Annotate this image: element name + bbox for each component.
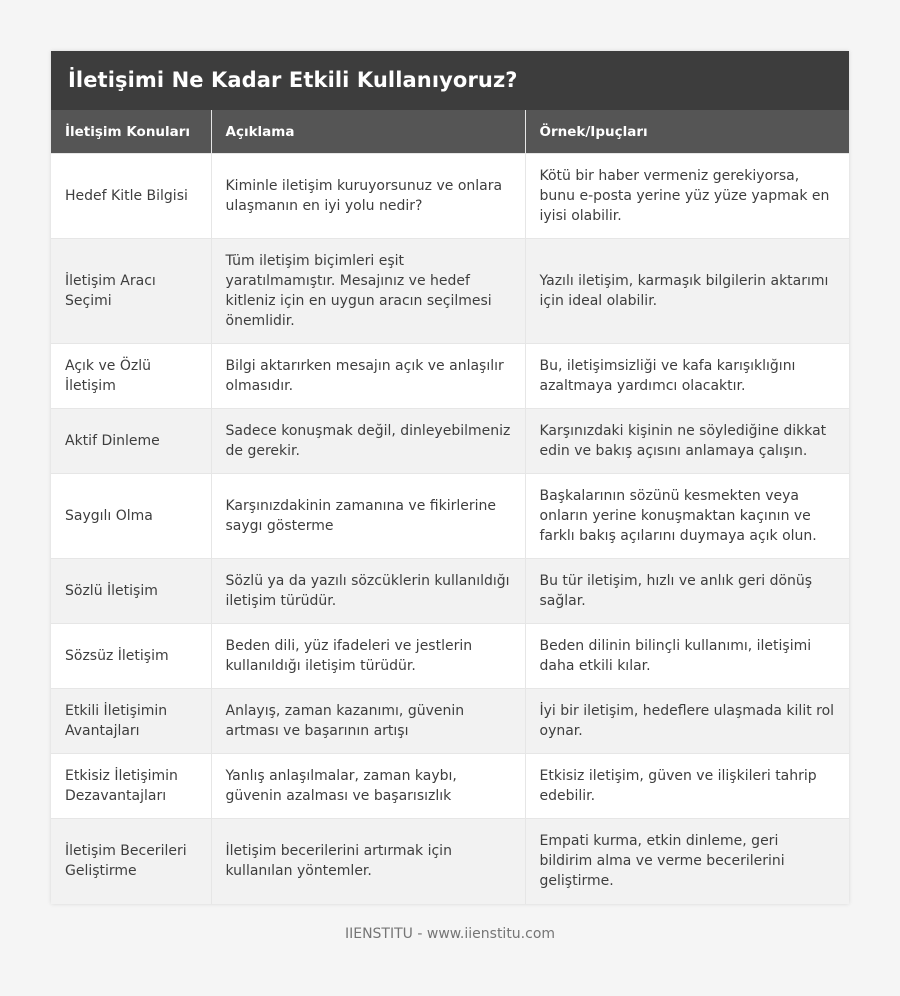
table-row bbox=[51, 409, 849, 474]
cell-topic: İletişim Aracı Seçimi bbox=[51, 239, 211, 344]
cell-description: Karşınızdakinin zamanına ve fikirlerine saygı gösterme bbox=[211, 474, 525, 559]
column-header-tips: Örnek/Ipuçları bbox=[525, 110, 849, 154]
table-row bbox=[51, 624, 849, 689]
cell-topic: Etkisiz İletişimin Dezavantajları bbox=[51, 754, 211, 819]
column-header-description: Açıklama bbox=[211, 110, 525, 154]
cell-topic: Aktif Dinleme bbox=[51, 409, 211, 474]
table-row bbox=[51, 344, 849, 409]
cell-description: Beden dili, yüz ifadeleri ve jestlerin kullanıldığı iletişim türüdür. bbox=[211, 624, 525, 689]
cell-description: Bilgi aktarırken mesajın açık ve anlaşılır olmasıdır. bbox=[211, 344, 525, 409]
cell-tips: Beden dilinin bilinçli kullanımı, iletişimi daha etkili kılar. bbox=[525, 624, 849, 689]
table-row bbox=[51, 754, 849, 819]
cell-description: Kiminle iletişim kuruyorsunuz ve onlara ulaşmanın en iyi yolu nedir? bbox=[211, 154, 525, 239]
cell-tips: Karşınızdaki kişinin ne söylediğine dikkat edin ve bakış açısını anlamaya çalışın. bbox=[525, 409, 849, 474]
cell-tips: Yazılı iletişim, karmaşık bilgilerin aktarımı için ideal olabilir. bbox=[525, 239, 849, 344]
cell-topic: Açık ve Özlü İletişim bbox=[51, 344, 211, 409]
table-header-row bbox=[51, 110, 849, 154]
cell-tips: Bu tür iletişim, hızlı ve anlık geri dönüş sağlar. bbox=[525, 559, 849, 624]
table-row bbox=[51, 154, 849, 239]
table-row bbox=[51, 474, 849, 559]
cell-tips: Bu, iletişimsizliği ve kafa karışıklığını azaltmaya yardımcı olacaktır. bbox=[525, 344, 849, 409]
content-card bbox=[51, 51, 849, 904]
table-row bbox=[51, 689, 849, 754]
column-header-topic: İletişim Konuları bbox=[51, 110, 211, 154]
table-row bbox=[51, 239, 849, 344]
cell-topic: Sözsüz İletişim bbox=[51, 624, 211, 689]
cell-tips: Empati kurma, etkin dinleme, geri bildirim alma ve verme becerilerini geliştirme. bbox=[525, 819, 849, 904]
table-row bbox=[51, 559, 849, 624]
cell-description: Sadece konuşmak değil, dinleyebilmeniz de gerekir. bbox=[211, 409, 525, 474]
communication-table bbox=[51, 109, 849, 904]
page-title: İletişimi Ne Kadar Etkili Kullanıyoruz? bbox=[51, 51, 849, 109]
footer-credit: IIENSTITU - www.iienstitu.com bbox=[344, 926, 556, 942]
cell-tips: İyi bir iletişim, hedeflere ulaşmada kilit rol oynar. bbox=[525, 689, 849, 754]
cell-topic: Hedef Kitle Bilgisi bbox=[51, 154, 211, 239]
cell-tips: Başkalarının sözünü kesmekten veya onların yerine konuşmaktan kaçının ve farklı bakış açılarını duymaya açık olun. bbox=[525, 474, 849, 559]
cell-tips: Kötü bir haber vermeniz gerekiyorsa, bunu e-posta yerine yüz yüze yapmak en iyisi olabilir. bbox=[525, 154, 849, 239]
cell-description: İletişim becerilerini artırmak için kullanılan yöntemler. bbox=[211, 819, 525, 904]
cell-description: Tüm iletişim biçimleri eşit yaratılmamıştır. Mesajınız ve hedef kitleniz için en uygun aracın seçilmesi önemlidir. bbox=[211, 239, 525, 344]
cell-tips: Etkisiz iletişim, güven ve ilişkileri tahrip edebilir. bbox=[525, 754, 849, 819]
cell-topic: Saygılı Olma bbox=[51, 474, 211, 559]
cell-topic: Etkili İletişimin Avantajları bbox=[51, 689, 211, 754]
cell-description: Sözlü ya da yazılı sözcüklerin kullanıldığı iletişim türüdür. bbox=[211, 559, 525, 624]
table-row bbox=[51, 819, 849, 904]
cell-description: Yanlış anlaşılmalar, zaman kaybı, güvenin azalması ve başarısızlık bbox=[211, 754, 525, 819]
cell-description: Anlayış, zaman kazanımı, güvenin artması ve başarının artışı bbox=[211, 689, 525, 754]
cell-topic: Sözlü İletişim bbox=[51, 559, 211, 624]
cell-topic: İletişim Becerileri Geliştirme bbox=[51, 819, 211, 904]
